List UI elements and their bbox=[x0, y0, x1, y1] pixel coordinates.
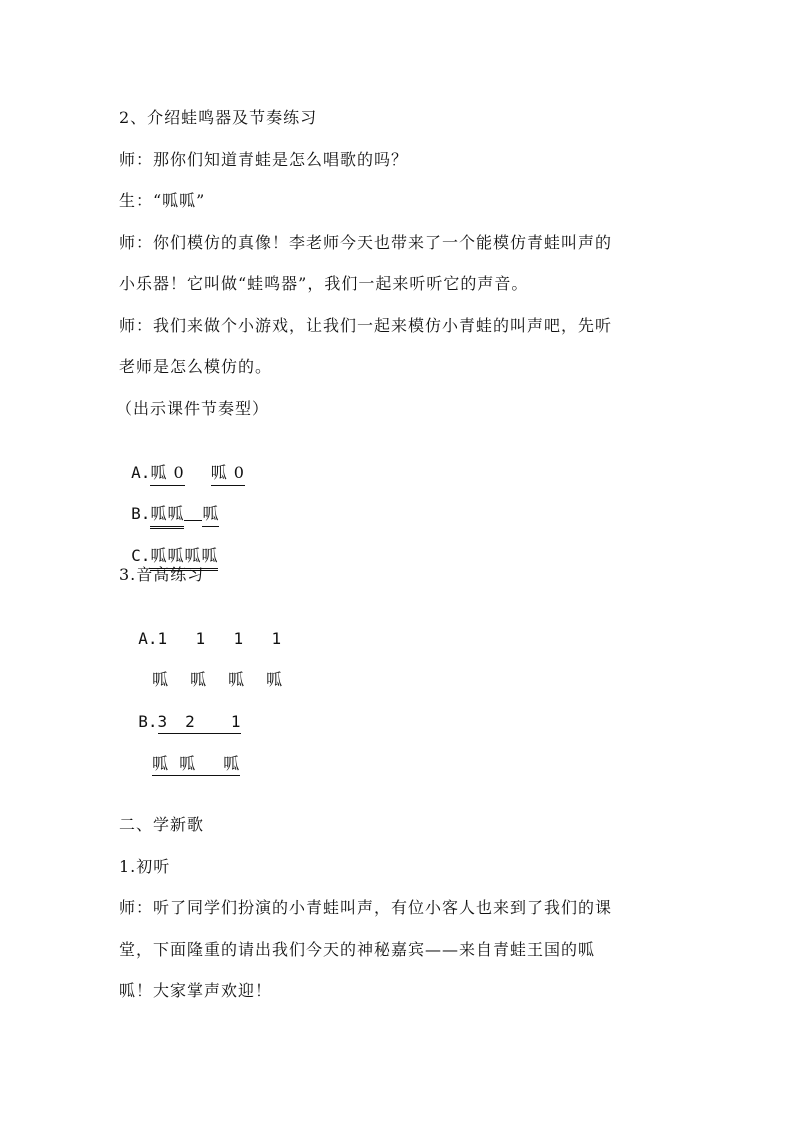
pitch-a-word: 呱 bbox=[152, 670, 170, 689]
pitch-a-word: 呱 bbox=[266, 670, 284, 689]
pitch-b-word: 呱 bbox=[152, 754, 170, 773]
paragraph-teacher-2-line1: 师：我们来做个小游戏，让我们一起来模仿小青蛙的叫声吧，先听 bbox=[119, 316, 613, 335]
pitch-practice-title: 3.音高练习 bbox=[119, 565, 205, 584]
pitch-b-note: 1 bbox=[230, 712, 241, 731]
pitch-a-note: 1 bbox=[271, 629, 282, 648]
section-ii-title: 二、学新歌 bbox=[119, 815, 205, 834]
pitch-b-word: 呱 bbox=[223, 754, 241, 773]
paragraph-teacher-1-line2: 小乐器！它叫做“蛙鸣器”，我们一起来听听它的声音。 bbox=[119, 274, 529, 293]
pitch-b-note: 3 bbox=[157, 712, 168, 731]
pitch-a-note: 1 bbox=[233, 629, 244, 648]
rhythm-a bbox=[119, 440, 245, 486]
pitch-b-word: 呱 bbox=[179, 754, 197, 773]
rhythm-c-label: C. bbox=[131, 546, 151, 565]
pitch-a-word: 呱 bbox=[190, 670, 208, 689]
pitch-a-word: 呱 bbox=[228, 670, 246, 689]
pitch-b-note: 2 bbox=[185, 712, 195, 731]
pitch-a-note: 1 bbox=[157, 629, 168, 648]
paragraph-student-answer: 生：“呱呱” bbox=[119, 191, 206, 210]
rhythm-b-seg2: 呱 bbox=[202, 503, 219, 527]
pitch-a-label: A. bbox=[138, 629, 158, 648]
section-2-title: 2、介绍蛙鸣器及节奏练习 bbox=[119, 108, 318, 127]
pitch-a-note: 1 bbox=[195, 629, 206, 648]
rhythm-a-label: A. bbox=[131, 463, 151, 482]
rhythm-a-seg1: 呱 0 bbox=[150, 462, 184, 486]
pitch-b-label: B. bbox=[138, 712, 158, 731]
paragraph-courseware-note: （出示课件节奏型） bbox=[116, 399, 270, 418]
pitch-b-notes bbox=[119, 689, 241, 734]
rhythm-b-seg1: 呱呱 bbox=[150, 503, 184, 529]
pitch-a-notes bbox=[119, 606, 310, 650]
paragraph-teacher-3-line1: 师：听了同学们扮演的小青蛙叫声，有位小客人也来到了我们的课 bbox=[119, 898, 613, 917]
rhythm-b-label: B. bbox=[131, 504, 151, 523]
rhythm-c-seg1: 呱呱呱呱 bbox=[150, 545, 218, 571]
paragraph-teacher-1-line1: 师：你们模仿的真像！李老师今天也带来了一个能模仿青蛙叫声的 bbox=[119, 233, 613, 252]
paragraph-teacher-2-line2: 老师是怎么模仿的。 bbox=[119, 357, 273, 376]
pitch-b-words bbox=[140, 731, 240, 776]
rhythm-b bbox=[119, 481, 219, 529]
paragraph-teacher-3-line3: 呱！大家掌声欢迎！ bbox=[119, 981, 273, 1000]
paragraph-question: 师：那你们知道青蛙是怎么唱歌的吗？ bbox=[119, 150, 409, 169]
pitch-a-words bbox=[140, 647, 304, 691]
subsection-first-listen: 1.初听 bbox=[119, 857, 171, 876]
paragraph-teacher-3-line2: 堂，下面隆重的请出我们今天的神秘嘉宾——来自青蛙王国的呱 bbox=[119, 940, 596, 959]
rhythm-a-seg2: 呱 0 bbox=[211, 462, 245, 486]
